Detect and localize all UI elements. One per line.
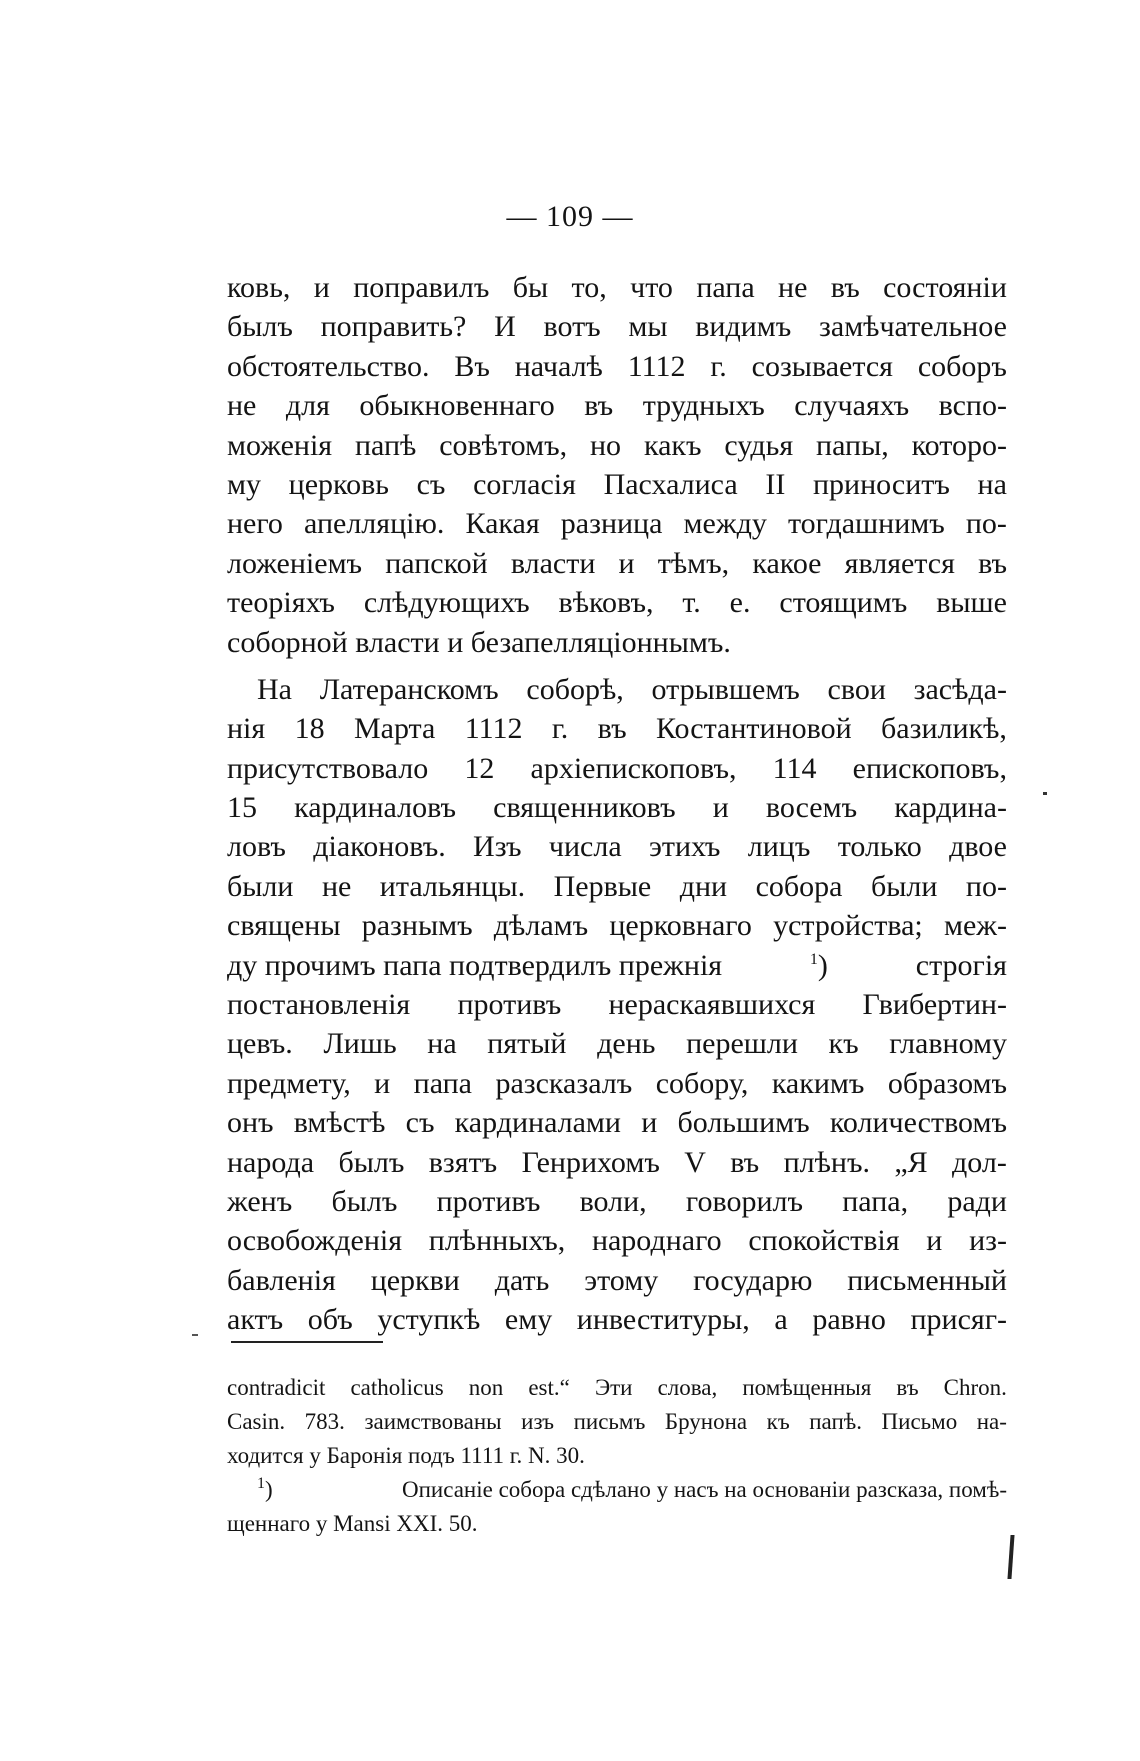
footnote-line: contradicit catholicus non est.“ Эти слова, помѣщенныя въ Chron.	[227, 1375, 1007, 1400]
text-line: онъ вмѣстѣ съ кардиналами и большимъ количествомъ	[227, 1106, 1007, 1140]
text-line: предмету, и папа разсказалъ собору, какимъ образомъ	[227, 1066, 1007, 1100]
text-line: освобожденія плѣнныхъ, народнаго спокойствія и из-	[227, 1224, 1007, 1258]
text-line: ловъ діаконовъ. Изъ числа этихъ лицъ только двое	[227, 830, 1007, 864]
paragraph	[227, 670, 1007, 1340]
footnote-line: ходится у Баронія подъ 1111 г. N. 30.	[227, 1443, 585, 1468]
text-line: актъ объ уступкѣ ему инвеституры, а равно присяг-	[227, 1303, 1007, 1337]
text-line: него апелляцію. Какая разница между тогдашнимъ по-	[227, 507, 1007, 541]
text-line: постановленія противъ нераскаявшихся Гвибертин-	[227, 988, 1007, 1022]
text-line: моженія папѣ совѣтомъ, но какъ судья папы, которо-	[227, 428, 1007, 462]
text-line: были не итальянцы. Первые дни собора были по-	[227, 869, 1007, 903]
footnote	[227, 1473, 1007, 1541]
paragraph	[227, 268, 1007, 662]
text-line: женъ былъ противъ воли, говорилъ папа, ради	[227, 1184, 1007, 1218]
text-line: священы разнымъ дѣламъ церковнаго устройства; меж-	[227, 909, 1007, 943]
text-line: бавленія церкви дать этому государю письменный	[227, 1263, 1007, 1297]
text-line: соборной власти и безапелляціоннымъ.	[227, 625, 731, 659]
text-line: 15 кардиналовъ священниковъ и восемъ кардина-	[227, 791, 1007, 825]
text-line: нія 18 Марта 1112 г. въ Костантиновой базиликѣ,	[227, 712, 1007, 746]
text-line: присутствовало 12 архіепископовъ, 114 епископовъ,	[227, 751, 1007, 785]
scan-mark	[1043, 792, 1047, 795]
text-line: ковь, и поправилъ бы то, что папа не въ состояніи	[227, 271, 1007, 304]
main-text	[227, 268, 1007, 1340]
scan-mark	[192, 1334, 198, 1336]
footnotes	[227, 1371, 1007, 1541]
text-segment: ду прочимъ папа подтвердилъ прежнія	[227, 948, 723, 982]
text-line: ложеніемъ папской власти и тѣмъ, какое является въ	[227, 546, 1007, 580]
text-line: народа былъ взятъ Генрихомъ V въ плѣнъ. „Я дол-	[227, 1145, 1007, 1179]
footnote-line: Casin. 783. заимствованы изъ письмъ Брунона къ папѣ. Письмо на-	[227, 1409, 1007, 1434]
text-line: теоріяхъ слѣдующихъ вѣковъ, т. е. стоящимъ выше	[227, 586, 1007, 620]
footnote-reference[interactable]: 1)	[809, 948, 828, 982]
footnote-divider	[231, 1341, 383, 1343]
text-line: цевъ. Лишь на пятый день перешли къ главному	[227, 1027, 1007, 1061]
footnote	[227, 1371, 1007, 1473]
text-line: На Латеранскомъ соборѣ, отрывшемъ свои засѣда-	[257, 672, 1007, 706]
text-line: не для обыкновеннаго въ трудныхъ случаяхъ вспо-	[227, 389, 1007, 423]
footnote-marker: 1)	[257, 1475, 273, 1502]
scan-mark	[1007, 1535, 1014, 1579]
text-segment: Описаніе собора сдѣлано у насъ на основаніи разсказа, помѣ-	[402, 1477, 1007, 1502]
page-number: — 109 —	[506, 200, 634, 233]
text-line: обстоятельство. Въ началѣ 1112 г. созывается соборъ	[227, 349, 1007, 383]
footnote-line	[227, 1473, 1007, 1507]
text-line: былъ поправить? И вотъ мы видимъ замѣчательное	[227, 310, 1007, 344]
text-segment: строгія	[915, 948, 1007, 982]
text-line: му церковь съ согласія Пасхалиса II приноситъ на	[227, 467, 1007, 501]
text-line-with-footnote	[227, 946, 1007, 985]
footnote-line: щеннаго у Mansi XXI. 50.	[227, 1511, 478, 1536]
